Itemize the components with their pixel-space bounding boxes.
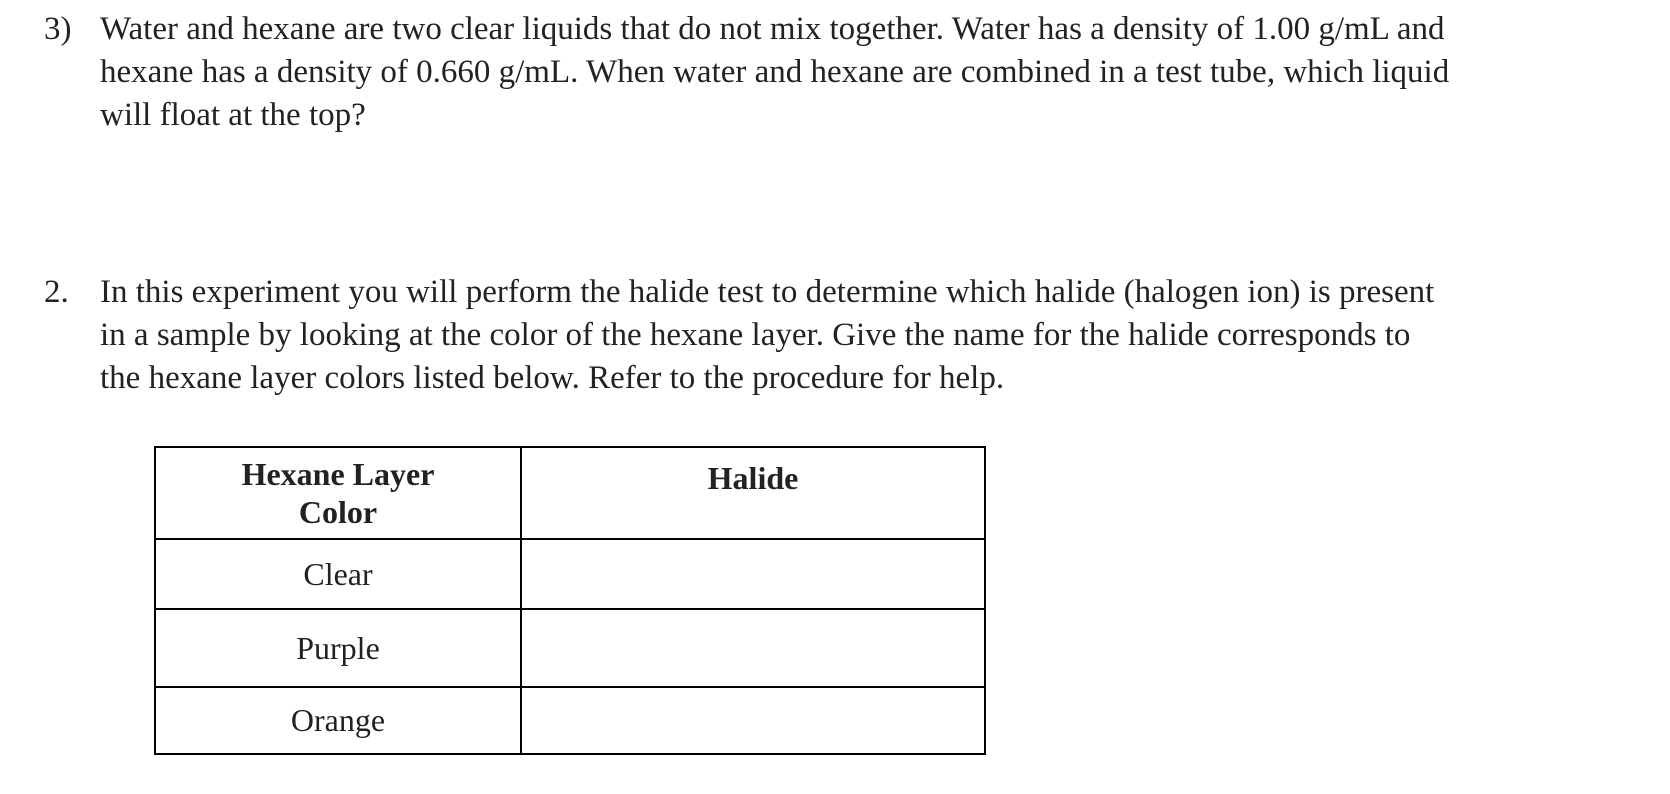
halide-table	[154, 446, 986, 755]
question-3-number: 3)	[44, 11, 72, 47]
halide-answer-cell[interactable]	[521, 687, 985, 754]
color-cell: Purple	[155, 609, 521, 687]
table-row	[155, 539, 985, 609]
color-cell: Orange	[155, 687, 521, 754]
color-cell: Clear	[155, 539, 521, 609]
header-color-line: Hexane Layer	[241, 456, 435, 492]
question-3-line: hexane has a density of 0.660 g/mL. When water and hexane are combined in a test tube, which liquid	[100, 54, 1450, 90]
question-3-text	[100, 8, 1620, 137]
table-row	[155, 609, 985, 687]
question-2-text	[100, 271, 1620, 400]
question-3-line: will float at the top?	[100, 97, 366, 133]
question-2-line: In this experiment you will perform the halide test to determine which halide (halogen ion) is present	[100, 274, 1435, 310]
header-hexane-layer-color	[155, 447, 521, 539]
question-3-line: Water and hexane are two clear liquids that do not mix together. Water has a density of 1.00 g/mL and	[100, 11, 1445, 47]
header-halide: Halide	[521, 447, 985, 539]
table-header-row	[155, 447, 985, 539]
halide-answer-cell[interactable]	[521, 539, 985, 609]
question-2-number: 2.	[44, 274, 69, 310]
table-row	[155, 687, 985, 754]
question-2-line: the hexane layer colors listed below. Refer to the procedure for help.	[100, 360, 1005, 396]
halide-answer-cell[interactable]	[521, 609, 985, 687]
header-color-line: Color	[298, 494, 378, 530]
question-2-line: in a sample by looking at the color of the hexane layer. Give the name for the halide corresponds to	[100, 317, 1411, 353]
